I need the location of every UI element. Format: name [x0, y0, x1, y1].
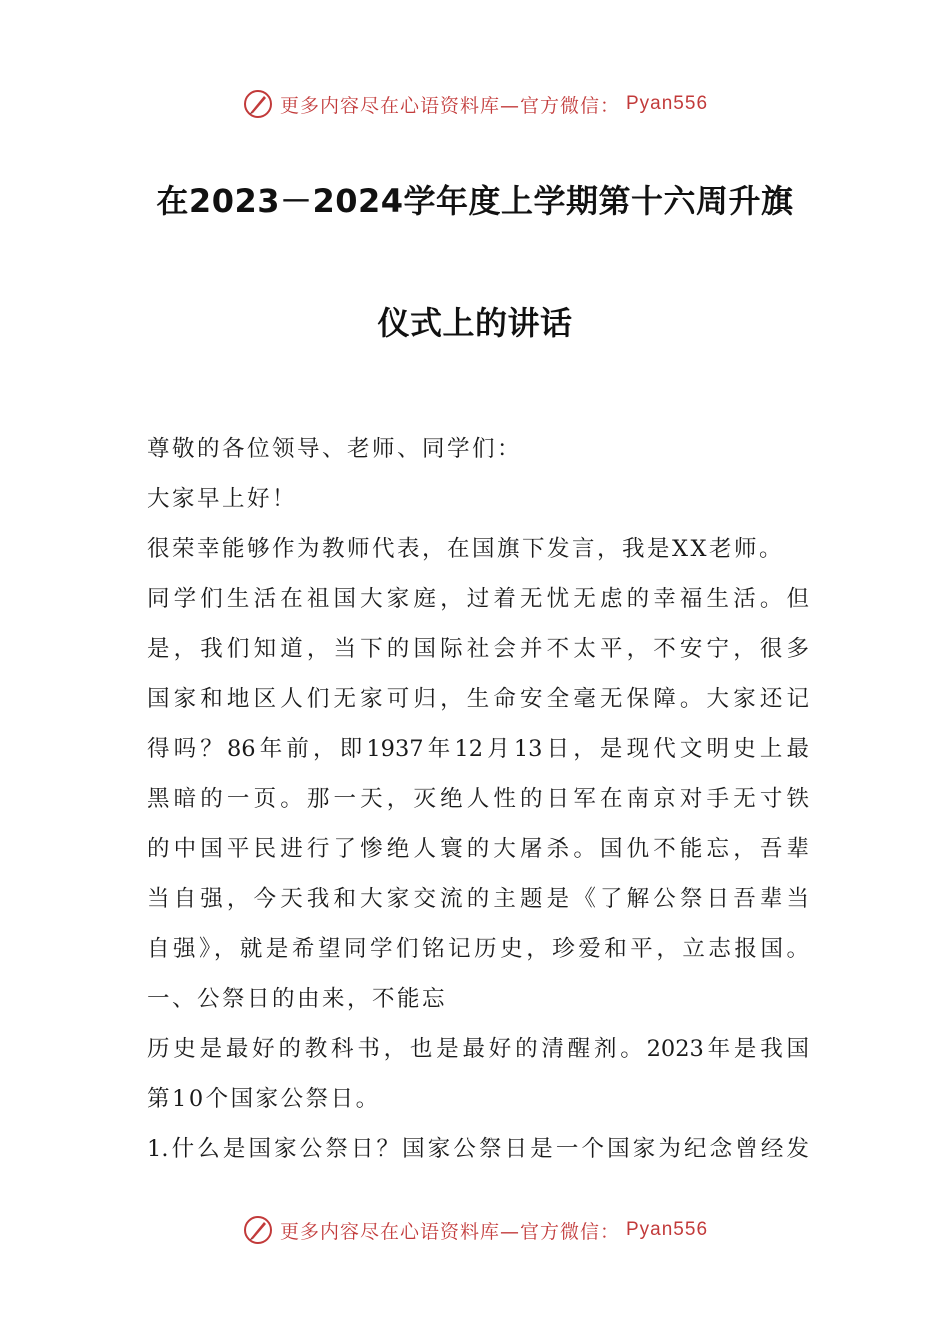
watermark-text: 更多内容尽在心语资料库—官方微信： — [279, 94, 620, 117]
section-heading: 一、公祭日的由来，不能忘 — [147, 986, 448, 1012]
body-line: 同学们生活在祖国大家庭，过着无忧无虑的幸福生活。但 — [147, 586, 809, 612]
document-title-line-1: 在2023－2024学年度上学期第十六周升旗 — [156, 182, 794, 220]
footer-watermark — [0, 1210, 950, 1250]
body-line: 得吗？86年前，即1937年12月13日，是现代文明史上最 — [147, 736, 809, 762]
watermark-wechat-id: Pyan556 — [626, 93, 709, 114]
body-line: 1.什么是国家公祭日？国家公祭日是一个国家为纪念曾经发 — [147, 1136, 809, 1162]
header-watermark — [0, 84, 950, 124]
body-line: 历史是最好的教科书，也是最好的清醒剂。2023年是我国 — [147, 1036, 809, 1062]
body-line: 的中国平民进行了惨绝人寰的大屠杀。国仇不能忘，吾辈 — [147, 836, 809, 862]
body-line: 自强》，就是希望同学们铭记历史，珍爱和平，立志报国。 — [147, 936, 809, 962]
quill-logo-icon — [242, 88, 274, 120]
body-line: 大家早上好！ — [147, 486, 298, 512]
body-line: 黑暗的一页。那一天，灭绝人性的日军在南京对手无寸铁 — [147, 786, 809, 812]
watermark-text: 更多内容尽在心语资料库—官方微信： — [279, 1220, 620, 1243]
body-line: 是，我们知道，当下的国际社会并不太平，不安宁，很多 — [147, 636, 809, 662]
document-title-line-2: 仪式上的讲话 — [377, 304, 573, 342]
body-line: 第10个国家公祭日。 — [147, 1086, 381, 1112]
body-line: 尊敬的各位领导、老师、同学们： — [147, 436, 523, 462]
speech-body — [147, 424, 809, 1174]
watermark-wechat-id: Pyan556 — [626, 1219, 709, 1240]
quill-logo-icon — [242, 1214, 274, 1246]
body-line: 国家和地区人们无家可归，生命安全毫无保障。大家还记 — [147, 686, 809, 712]
body-line: 很荣幸能够作为教师代表，在国旗下发言，我是XX老师。 — [147, 536, 785, 562]
body-line: 当自强，今天我和大家交流的主题是《了解公祭日吾辈当 — [147, 886, 809, 912]
